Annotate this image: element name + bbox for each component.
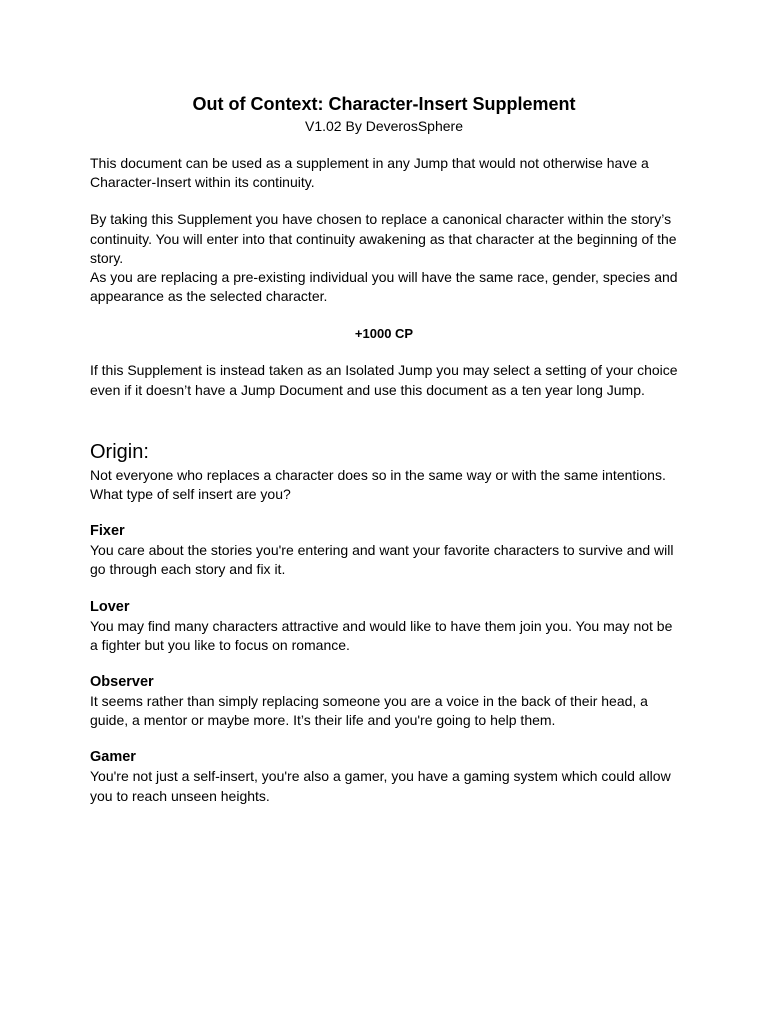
origin-item-gamer	[90, 748, 678, 805]
origin-item-fixer	[90, 522, 678, 579]
paragraph-gap	[90, 192, 678, 210]
document-title: Out of Context: Character-Insert Supplement	[192, 94, 576, 114]
intro-paragraph-appearance: As you are replacing a pre-existing individual you will have the same race, gender, species and appearance as the selected character.	[90, 269, 678, 305]
origin-item-lover	[90, 598, 678, 655]
origin-description: You care about the stories you're entering and want your favorite characters to survive and will go through each story and fix it.	[90, 542, 674, 578]
intro-paragraph-supplement: This document can be used as a supplement in any Jump that would not otherwise have a Character-Insert within its continuity.	[90, 155, 649, 191]
origin-description: It seems rather than simply replacing someone you are a voice in the back of their head, a guide, a mentor or maybe more. It’s their life and you're going to help them.	[90, 693, 648, 729]
intro-paragraph-replacement: By taking this Supplement you have chosen to replace a canonical character within the story’s continuity. You will enter into that continuity awakening as that character at the beginning of the story.	[90, 211, 677, 266]
document-subtitle: V1.02 By DeverosSphere	[305, 118, 463, 134]
origin-item-observer	[90, 673, 678, 730]
origin-description: You may find many characters attractive and would like to have them join you. You may not be a fighter but you like to focus on romance.	[90, 617, 673, 653]
cp-budget: +1000 CP	[354, 326, 414, 342]
origin-intro: Not everyone who replaces a character does so in the same way or with the same intentions. What type of self insert are you?	[90, 466, 666, 503]
origin-name: Lover	[90, 598, 130, 615]
origin-description: You're not just a self-insert, you're also a gamer, you have a gaming system which could allow you to reach unseen heights.	[90, 768, 671, 804]
origin-name: Fixer	[90, 523, 125, 540]
origin-list	[90, 522, 678, 806]
origin-heading: Origin:	[90, 440, 149, 463]
isolated-jump-paragraph: If this Supplement is instead taken as an Isolated Jump you may select a setting of your choice even if it doesn’t have a Jump Document and use this document as a ten year long Jump.	[90, 362, 678, 398]
origin-name: Observer	[90, 674, 154, 691]
origin-name: Gamer	[90, 749, 136, 766]
